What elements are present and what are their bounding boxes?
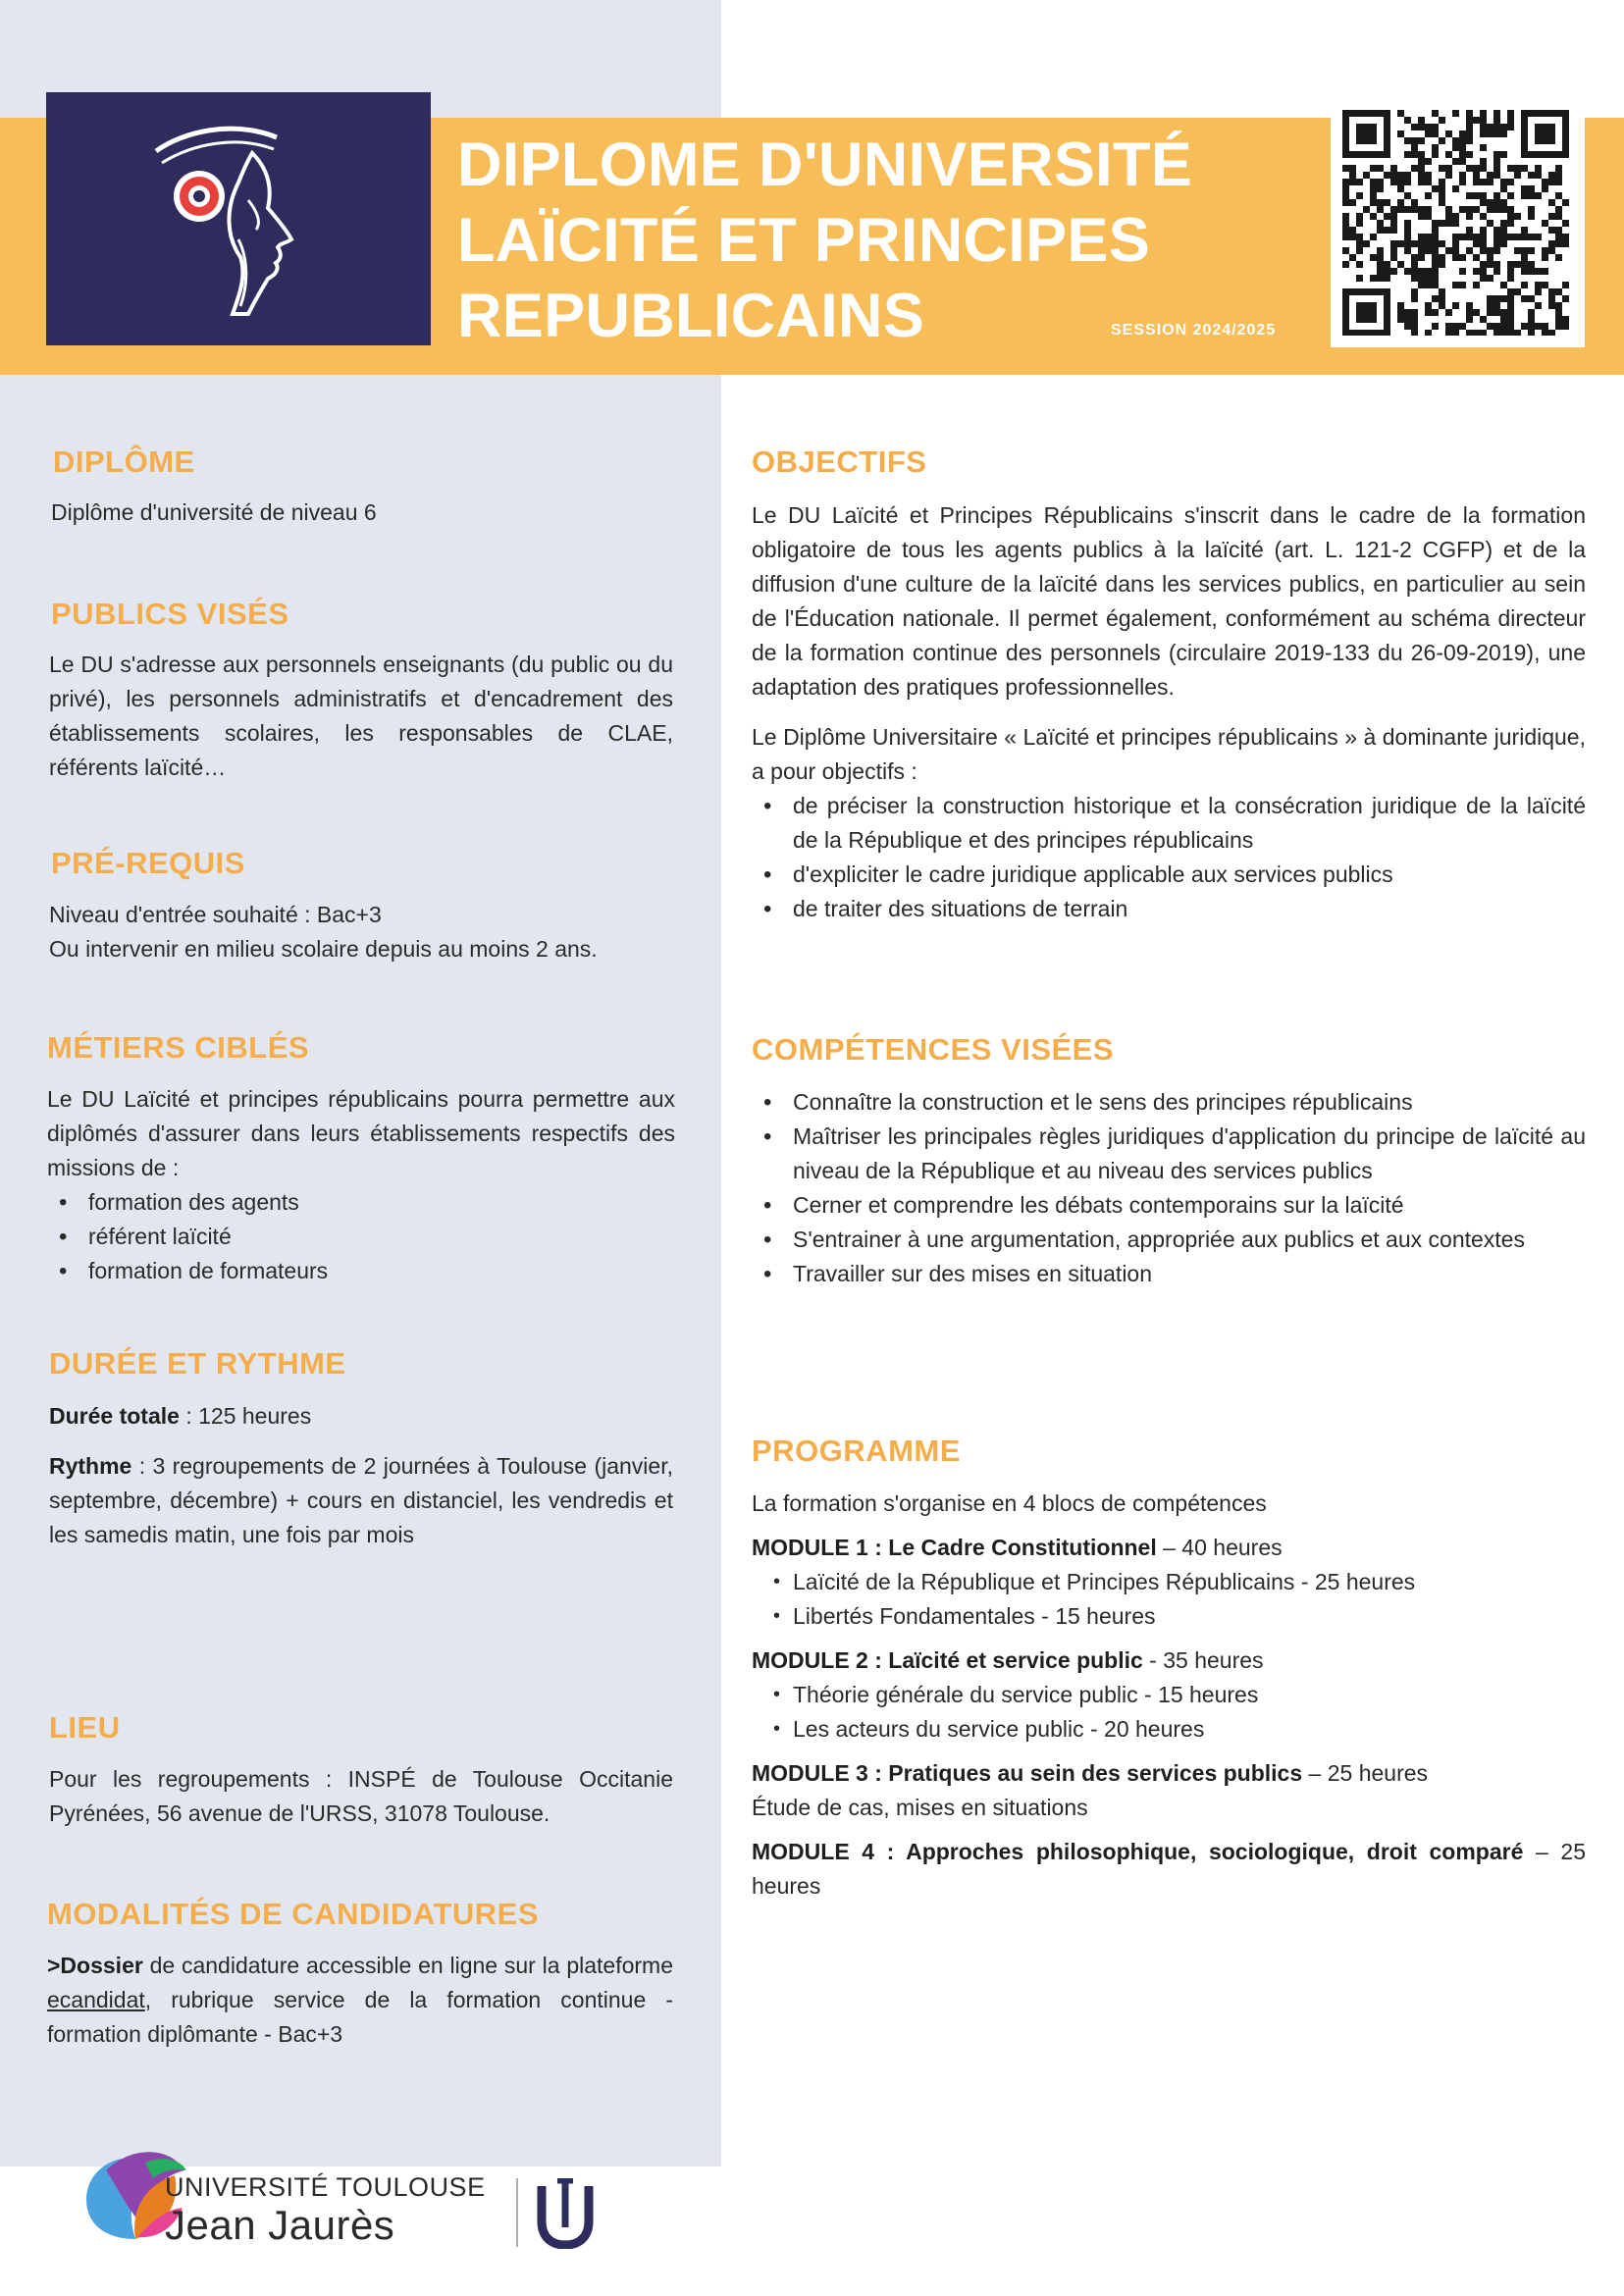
module-1-hours: – 40 heures	[1156, 1535, 1283, 1560]
ut-monogram-icon	[536, 2178, 595, 2249]
university-name-line-1: UNIVERSITÉ TOULOUSE	[165, 2172, 486, 2202]
module-2	[752, 1644, 1586, 1747]
list-item: • Les acteurs du service public - 20 heures	[752, 1712, 1586, 1747]
qr-code-icon	[1342, 110, 1573, 336]
list-item: • d'expliciter le cadre juridique applicable aux services publics	[752, 858, 1586, 892]
module-4-label: MODULE 4 : Approches philosophique, sociologique, droit comparé	[752, 1839, 1524, 1864]
marianne-profile-icon	[46, 92, 431, 345]
duree-rythme-label: Rythme	[49, 1453, 132, 1479]
title-line-1: DIPLOME D'UNIVERSITÉ	[457, 130, 1193, 199]
module-4	[752, 1835, 1586, 1904]
competences-text	[752, 1085, 1586, 1291]
duree-total-value: : 125 heures	[179, 1403, 312, 1429]
programme-text	[752, 1487, 1586, 1904]
module-3-extra: Étude de cas, mises en situations	[752, 1795, 1088, 1820]
metiers-heading: MÉTIERS CIBLÉS	[47, 1030, 310, 1065]
session-label: SESSION 2024/2025	[1111, 322, 1277, 339]
diplome-heading: DIPLÔME	[53, 444, 195, 479]
module-3	[752, 1756, 1586, 1825]
prerequis-text	[49, 898, 677, 966]
objectifs-para-2: Le Diplôme Universitaire « Laïcité et principes républicains » à dominante juridique, a pour objectifs :	[752, 724, 1586, 784]
competences-list	[752, 1085, 1586, 1291]
list-item: • Cerner et comprendre les débats contemporains sur la laïcité	[752, 1188, 1586, 1223]
duree-rythme	[49, 1449, 673, 1552]
list-item: • Maîtriser les principales règles juridiques d'application du principe de laïcité au niveau de la République et au niveau des services publics	[752, 1120, 1586, 1188]
module-3-hours: – 25 heures	[1302, 1760, 1429, 1786]
list-item: • Connaître la construction et le sens des principes républicains	[752, 1085, 1586, 1120]
ecandidat-link[interactable]: ecandidat	[47, 1987, 145, 2012]
list-item: • Laïcité de la République et Principes Républicains - 25 heures	[752, 1565, 1586, 1599]
list-item: • de traiter des situations de terrain	[752, 892, 1586, 926]
candidatures-heading: MODALITÉS DE CANDIDATURES	[47, 1897, 540, 1931]
list-item: • formation des agents	[47, 1185, 675, 1220]
marianne-logo	[46, 92, 431, 345]
module-4-hours: – 25 heures	[752, 1839, 1586, 1899]
module-3-label: MODULE 3 : Pratiques au sein des services publics	[752, 1760, 1303, 1786]
university-name-line-2: Jean Jaurès	[165, 2202, 395, 2248]
metiers-intro: Le DU Laïcité et principes républicains pourra permettre aux diplômés d'assurer dans leurs établissements respectifs des missions de :	[47, 1086, 675, 1180]
metiers-list	[47, 1185, 675, 1288]
module-1-label: MODULE 1 : Le Cadre Constitutionnel	[752, 1535, 1157, 1560]
list-item: • S'entrainer à une argumentation, appropriée aux publics et aux contextes	[752, 1223, 1586, 1257]
objectifs-text	[752, 498, 1586, 926]
objectifs-para-1: Le DU Laïcité et Principes Républicains s'inscrit dans le cadre de la formation obligatoire de tous les agents publics à la laïcité (art. L. 121-2 CGFP) et de la diffusion d'une culture de la laïcité dans les services publics, en particulier au sein de l'Éducation nationale. Il permet également, conformément au schéma directeur de la formation continue des personnels (circulaire 2019-133 du 26-09-2019), une adaptation des pratiques professionnelles.	[752, 502, 1586, 700]
candidatures-text-1: de candidature accessible en ligne sur la plateforme	[142, 1953, 673, 1978]
list-item: • formation de formateurs	[47, 1254, 675, 1288]
metiers-text	[47, 1082, 675, 1288]
lieu-text: Pour les regroupements : INSPÉ de Toulouse Occitanie Pyrénées, 56 avenue de l'URSS, 31078 Toulouse.	[49, 1766, 673, 1826]
list-item: • de préciser la construction historique et la consécration juridique de la laïcité de la République et des principes républicains	[752, 789, 1586, 858]
lieu-heading: LIEU	[49, 1710, 121, 1745]
list-item: • référent laïcité	[47, 1220, 675, 1254]
duree-total	[49, 1399, 673, 1434]
prerequis-line-1: Niveau d'entrée souhaité : Bac+3	[49, 902, 382, 927]
module-2-hours: - 35 heures	[1142, 1647, 1264, 1673]
dossier-label: >Dossier	[47, 1953, 143, 1978]
module-1	[752, 1531, 1586, 1634]
candidatures-text	[47, 1949, 673, 2052]
programme-heading: PROGRAMME	[752, 1434, 961, 1468]
publics-heading: PUBLICS VISÉS	[51, 597, 289, 631]
duree-text	[49, 1399, 673, 1552]
diplome-text: Diplôme d'université de niveau 6	[51, 499, 377, 525]
title-line-2: LAÏCITÉ ET PRINCIPES	[457, 206, 1151, 275]
title-line-3: REPUBLICAINS	[457, 282, 925, 350]
objectifs-heading: OBJECTIFS	[752, 444, 927, 479]
prerequis-heading: PRÉ-REQUIS	[51, 846, 245, 880]
footer-divider	[516, 2178, 518, 2247]
duree-rythme-value: : 3 regroupements de 2 journées à Toulouse (janvier, septembre, décembre) + cours en distanciel, les vendredis et les samedis matin, une fois par mois	[49, 1453, 673, 1547]
prerequis-line-2: Ou intervenir en milieu scolaire depuis au moins 2 ans.	[49, 936, 598, 962]
programme-intro: La formation s'organise en 4 blocs de compétences	[752, 1490, 1267, 1516]
list-item: • Travailler sur des mises en situation	[752, 1257, 1586, 1291]
list-item: • Libertés Fondamentales - 15 heures	[752, 1599, 1586, 1634]
module-2-label: MODULE 2 : Laïcité et service public	[752, 1647, 1143, 1673]
competences-heading: COMPÉTENCES VISÉES	[752, 1032, 1115, 1067]
duree-heading: DURÉE ET RYTHME	[49, 1346, 346, 1381]
qr-code[interactable]	[1331, 98, 1585, 347]
publics-text: Le DU s'adresse aux personnels enseignants (du public ou du privé), les personnels administratifs et d'encadrement des établissements scolaires, les responsables de CLAE, référents laïcité…	[49, 652, 673, 780]
page-title	[457, 128, 1262, 354]
list-item: • Théorie générale du service public - 15 heures	[752, 1678, 1586, 1712]
candidatures-text-2: , rubrique service de la formation continue - formation diplômante - Bac+3	[47, 1987, 673, 2047]
duree-total-label: Durée totale	[49, 1403, 180, 1429]
objectifs-list	[752, 789, 1586, 926]
